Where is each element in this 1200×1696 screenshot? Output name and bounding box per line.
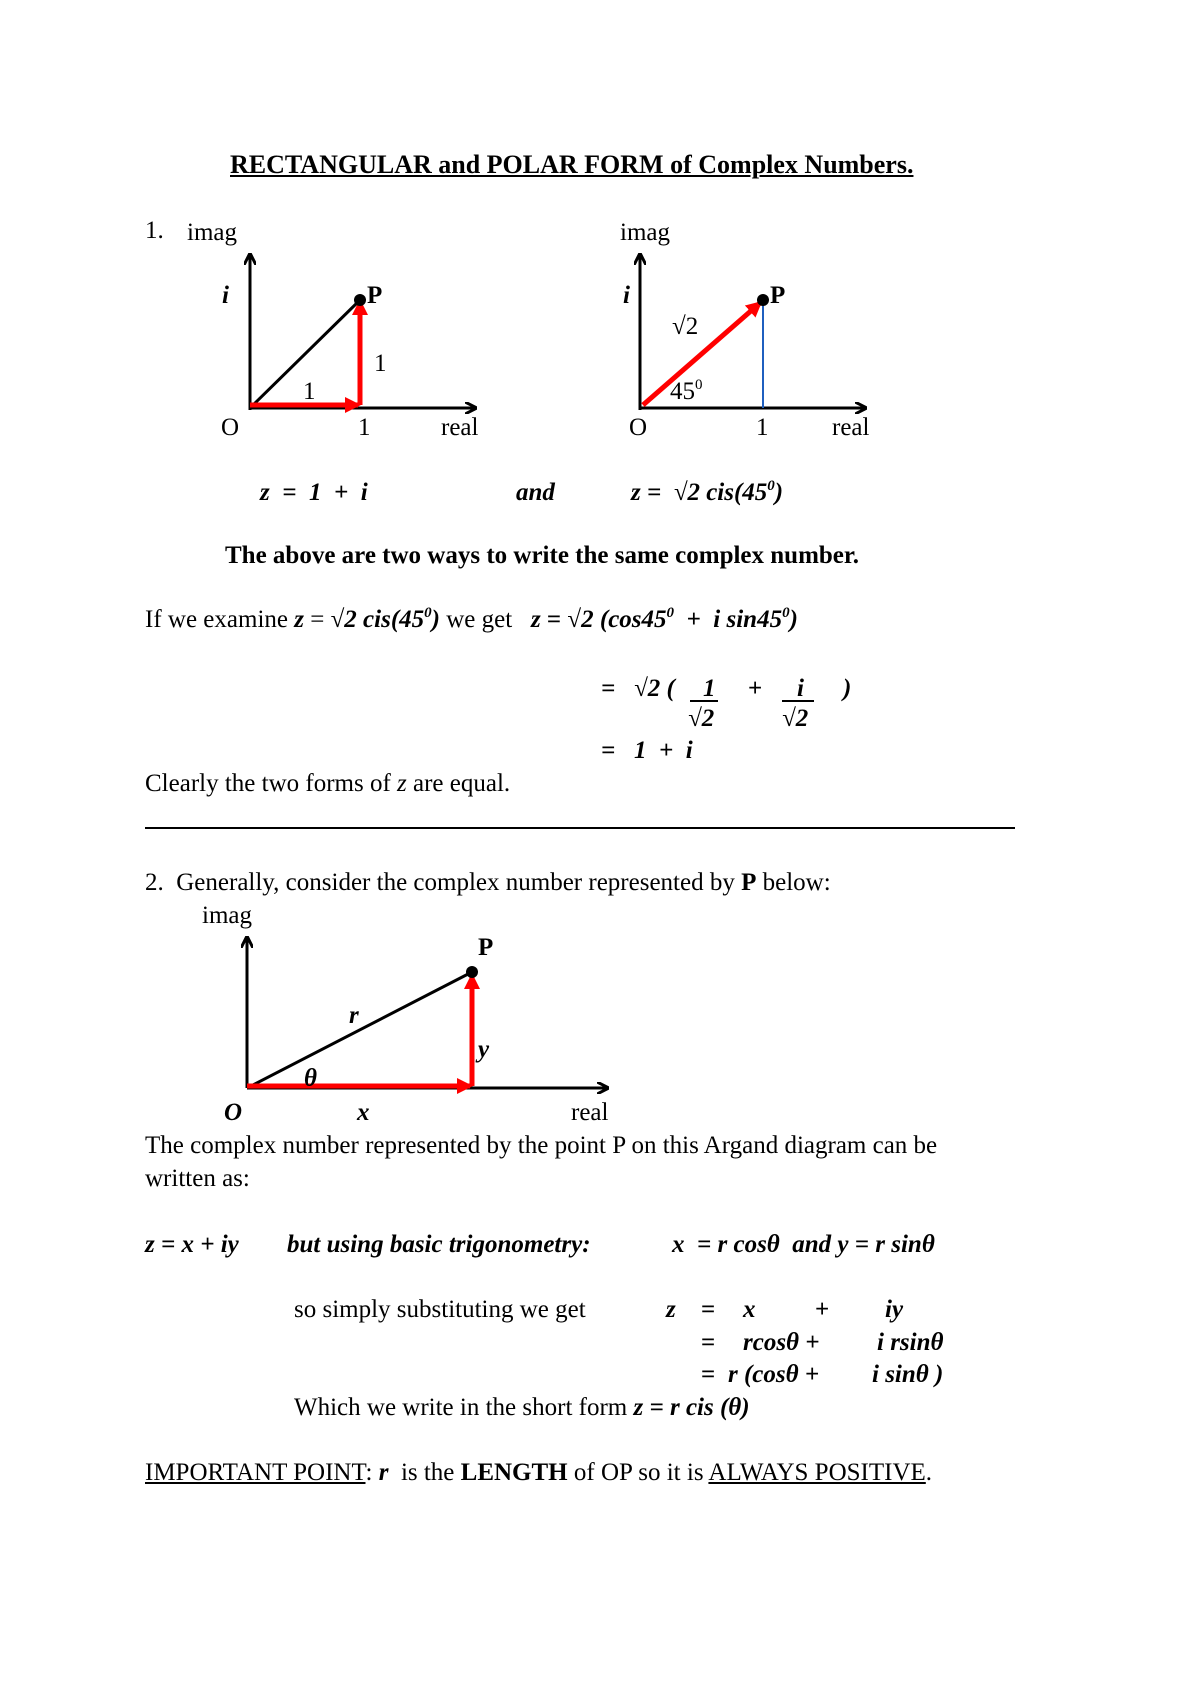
conclusion: Clearly the two forms of z are equal. (145, 770, 511, 797)
subst-rcos: rcosθ + (743, 1329, 820, 1356)
subst-z: z (666, 1296, 676, 1323)
paragraph-line-1: The complex number represented by the point P on this Argand diagram can be (145, 1132, 938, 1159)
general-real-label: real (571, 1099, 609, 1126)
right-imag-label: imag (620, 219, 670, 246)
left-origin-label: O (221, 414, 240, 441)
right-i-label: i (623, 282, 630, 309)
section-divider (145, 827, 1015, 829)
short-form-line: Which we write in the short form z = r cis (θ) (294, 1394, 750, 1421)
right-modulus-label: √2 (672, 313, 699, 340)
fraction-close: ) (843, 675, 852, 702)
general-imag-label: imag (202, 902, 252, 929)
right-p-label: P (770, 282, 786, 309)
subst-eq-3: = (701, 1361, 716, 1388)
general-r-label: r (349, 1002, 359, 1029)
frac1-numerator: 1 (703, 675, 716, 702)
page-title: RECTANGULAR and POLAR FORM of Complex Numbers. (230, 150, 914, 179)
left-horizontal-side-label: 1 (303, 378, 316, 405)
subst-eq-1: = (701, 1296, 716, 1323)
point-p (466, 966, 478, 978)
statement: The above are two ways to write the same complex number. (225, 542, 859, 569)
point-p (354, 294, 366, 306)
frac2-bar (782, 700, 814, 702)
diagram-general (247, 938, 607, 1088)
left-i-label: i (222, 282, 229, 309)
fraction-line-prefix: = √2 ( (601, 675, 675, 702)
fraction-plus: + (748, 675, 763, 702)
rectangular-equation: z = 1 + i (260, 479, 368, 506)
rectangular-form: z = x + iy (145, 1231, 239, 1258)
subst-iy: iy (885, 1296, 904, 1323)
right-real-label: real (832, 414, 870, 441)
right-tick-label: 1 (756, 414, 769, 441)
diagram-rectangular (250, 255, 475, 410)
subst-eq-2: = (701, 1329, 716, 1356)
general-x-label: x (357, 1099, 370, 1126)
subst-plus: + (815, 1296, 830, 1323)
left-real-label: real (441, 414, 479, 441)
general-theta-label: θ (304, 1065, 317, 1092)
left-vertical-side-label: 1 (374, 350, 387, 377)
subst-x: x (743, 1296, 756, 1323)
examine-line: If we examine z = √2 $cis(45^0)$ we get z = √2 ($\cos 45^0 + i$ $\sin 45^0$) (145, 605, 798, 633)
substitution-text: so simply substituting we get (294, 1296, 586, 1323)
general-p-label: P (478, 934, 494, 961)
subst-rcos-paren: r (cosθ + (728, 1361, 820, 1388)
left-imag-label: imag (187, 219, 237, 246)
op-segment (247, 972, 472, 1088)
left-p-label: P (367, 282, 383, 309)
right-angle-label: $45^0$ (670, 377, 703, 405)
important-point: IMPORTANT POINT: r is the LENGTH of OP so it is ALWAYS POSITIVE. (145, 1459, 933, 1486)
paragraph-line-2: written as: (145, 1165, 250, 1192)
frac1-denominator: √2 (688, 705, 715, 732)
point-p (757, 294, 769, 306)
result-line: = 1 + i (601, 737, 693, 764)
section-1-number: 1. (145, 217, 164, 244)
subst-irsin: i rsinθ (877, 1329, 944, 1356)
trig-note: but using basic trigonometry: (287, 1231, 591, 1258)
right-origin-label: O (629, 414, 648, 441)
frac2-numerator: i (797, 675, 804, 702)
frac2-denominator: √2 (782, 705, 809, 732)
subst-isin-paren: i sinθ ) (872, 1361, 944, 1388)
general-y-label: y (478, 1036, 490, 1063)
left-tick-label: 1 (358, 414, 371, 441)
polar-equation: z = √2 $cis(45^0)$ (631, 478, 784, 506)
trig-identities: x = r cosθ and y = r sinθ (672, 1231, 935, 1258)
section-2-intro: 2. Generally, consider the complex number represented by P below: (145, 869, 831, 896)
and-word: and (516, 479, 555, 506)
general-origin-label: O (224, 1099, 243, 1126)
frac1-bar (690, 700, 718, 702)
